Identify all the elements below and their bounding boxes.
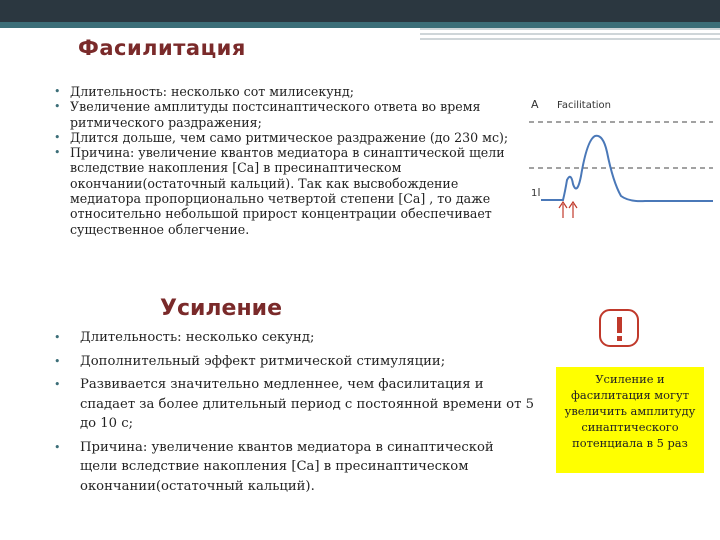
- list-item: • Длительность: несколько сот милисекунд;: [54, 84, 524, 99]
- stimulus-arrow: [559, 202, 567, 218]
- list-item: • Дополнительный эффект ритмической стимуляции;: [54, 352, 534, 372]
- slide-title: Фасилитация: [78, 36, 246, 60]
- list-item: • Длительность: несколько секунд;: [54, 328, 534, 348]
- decorative-stripes: [420, 28, 720, 46]
- axis-label: 1: [531, 188, 538, 199]
- stimulus-arrow: [569, 202, 577, 218]
- list-item: • Длится дольше, чем само ритмическое раздражение (до 230 мс);: [54, 130, 524, 145]
- potentiation-list: [54, 328, 534, 500]
- top-bar: [0, 0, 720, 22]
- highlight-note: Усиление и фасилитация могут увеличить амплитуду синаптического потенциала в 5 раз: [556, 367, 704, 473]
- figure-caption: Facilitation: [557, 100, 611, 111]
- exclamation-icon: [598, 308, 644, 348]
- list-item: • Увеличение амплитуды постсинаптического ответа во время ритмического раздражения;: [54, 99, 524, 130]
- list-item: • Причина: увеличение квантов медиатора в синаптической щели вследствие накопления [Ca] в пресинаптическом окончании(остаточный кальций). Так как высвобождение медиатора пропорционально четвертой степени [Ca] , то даже относительно небольшой прирост концентрации обеспечивает существенное облегчение.: [54, 145, 524, 237]
- facilitation-figure: [525, 92, 715, 222]
- list-item: • Развивается значительно медленнее, чем фасилитация и спадает за более длительный период с постоянной времени от 5 до 10 с;: [54, 375, 534, 434]
- panel-label: A: [531, 98, 539, 111]
- facilitation-list: [54, 84, 524, 237]
- list-item: • Причина: увеличение квантов медиатора в синаптической щели вследствие накопления [Ca] в пресинаптическом окончании(остаточный кальций).: [54, 438, 534, 497]
- section-title: Усиление: [160, 296, 282, 321]
